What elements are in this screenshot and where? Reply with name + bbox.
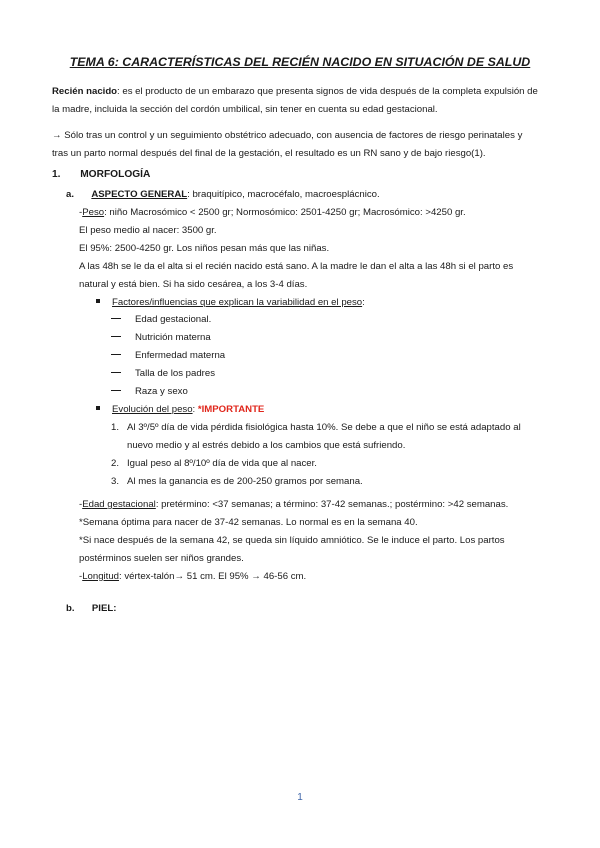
peso-prefix: - — [79, 207, 83, 218]
intro-term: Recién nacido — [52, 86, 118, 97]
bullet-icon — [96, 299, 100, 303]
factor-text: Talla de los padres — [135, 368, 215, 379]
factor-item — [111, 383, 188, 401]
factor-item — [111, 311, 211, 329]
page-number: 1 — [297, 792, 303, 803]
evolucion-number: 3. — [111, 476, 120, 487]
factor-text: Edad gestacional. — [135, 314, 212, 325]
importante-flag: *IMPORTANTE — [197, 404, 265, 415]
semana-optima: *Semana óptima para nacer de 37-42 semanas. Lo normal es en la semana 40. — [79, 517, 418, 528]
peso-text: : niño Macrosómico < 2500 gr; Normosómico: 2501-4250 gr; Macrosómico: >4250 gr. — [104, 207, 466, 218]
evolucion-item-1-line-1: Al 3º/5º día de vida pérdida fisiológica hasta 10%. Se debe a que el niño se está adaptado al — [127, 422, 521, 433]
alta-line-2: natural y está bien. Si ha sido cesárea, a los 3-4 días. — [79, 279, 308, 290]
peso-line — [79, 204, 466, 222]
evolucion-colon: : — [192, 404, 198, 415]
factores-label: Factores/influencias que explican la variabilidad en el peso — [112, 297, 363, 308]
evolucion-number: 2. — [111, 458, 120, 469]
section-1-heading — [52, 166, 150, 184]
edad-gestacional-line — [79, 496, 508, 514]
si-nace-line-2: postérminos suelen ser niños grandes. — [79, 553, 244, 564]
evolucion-item — [111, 419, 119, 437]
evolucion-label: Evolución del peso — [112, 404, 193, 415]
longitud-prefix: - — [79, 571, 83, 582]
factor-item — [111, 329, 211, 347]
alta-line-1: A las 48h se le da el alta si el recién nacido está sano. A la madre le dan el alta a las 48h si el parto es — [79, 261, 514, 272]
longitud-label: Longitud — [82, 571, 120, 582]
peso-label: Peso — [82, 207, 105, 218]
dash-icon — [111, 318, 121, 319]
section-1-title: MORFOLOGÍA — [80, 169, 151, 180]
evolucion-item-1-line-2: nuevo medio y al estrés debido a los cambios que está sufriendo. — [127, 440, 406, 451]
aspecto-general-text: : braquitípico, macrocéfalo, macroesplácnico. — [187, 189, 380, 200]
edad-gestacional-text: : pretérmino: <37 semanas; a término: 37-42 semanas.; postérmino: >42 semanas. — [155, 499, 509, 510]
intro-line-2: la madre, incluida la sección del cordón umbilical, sin tener en cuenta su edad gestacional. — [52, 104, 438, 115]
dash-icon — [111, 354, 121, 355]
subsection-b-heading — [66, 600, 116, 618]
piel-heading: PIEL: — [91, 603, 117, 614]
document-title: TEMA 6: CARACTERÍSTICAS DEL RECIÉN NACIDO EN SITUACIÓN DE SALUD — [69, 55, 531, 69]
section-1-number: 1. — [52, 169, 61, 180]
evolucion-item-3-line-1: Al mes la ganancia es de 200-250 gramos por semana. — [127, 476, 363, 487]
longitud-text: : vértex-talón→ 51 cm. El 95% → 46-56 cm. — [119, 571, 307, 582]
factor-text: Nutrición materna — [135, 332, 211, 343]
evolucion-item — [111, 455, 119, 473]
factores-colon: : — [362, 297, 365, 308]
peso-95: El 95%: 2500-4250 gr. Los niños pesan más que las niñas. — [79, 243, 330, 254]
intro-line-1 — [52, 83, 538, 101]
subsection-a-letter: a. — [66, 189, 75, 200]
evolucion-number: 1. — [111, 422, 120, 433]
edad-prefix: - — [79, 499, 83, 510]
intro-line1-text: : es el producto de un embarazo que presenta signos de vida después de la completa expulsión de — [117, 86, 538, 97]
evolucion-item — [111, 473, 119, 491]
dash-icon — [111, 336, 121, 337]
edad-gestacional-label: Edad gestacional — [82, 499, 156, 510]
longitud-line — [79, 568, 306, 586]
subsection-a-heading — [66, 186, 380, 204]
dash-icon — [111, 390, 121, 391]
si-nace-line-1: *Si nace después de la semana 42, se queda sin líquido amniótico. Se le induce el parto. Los partos — [79, 535, 505, 546]
aspecto-general-label: ASPECTO GENERAL — [91, 189, 188, 200]
factor-item — [111, 347, 225, 365]
evolucion-heading — [96, 401, 264, 419]
evolucion-item-2-line-1: Igual peso al 8º/10º día de vida que al nacer. — [127, 458, 317, 469]
peso-medio: El peso medio al nacer: 3500 gr. — [79, 225, 217, 236]
factores-heading — [96, 294, 365, 312]
dash-icon — [111, 372, 121, 373]
bullet-icon — [96, 406, 100, 410]
arrow-line-1: → Sólo tras un control y un seguimiento obstétrico adecuado, con ausencia de factores de riesgo perinatales y — [52, 130, 523, 141]
factor-text: Enfermedad materna — [135, 350, 226, 361]
subsection-b-letter: b. — [66, 603, 75, 614]
arrow-line-2: tras un parto normal después del final de la gestación, el resultado es un RN sano y de bajo riesgo(1). — [52, 148, 486, 159]
factor-item — [111, 365, 215, 383]
factor-text: Raza y sexo — [135, 386, 188, 397]
